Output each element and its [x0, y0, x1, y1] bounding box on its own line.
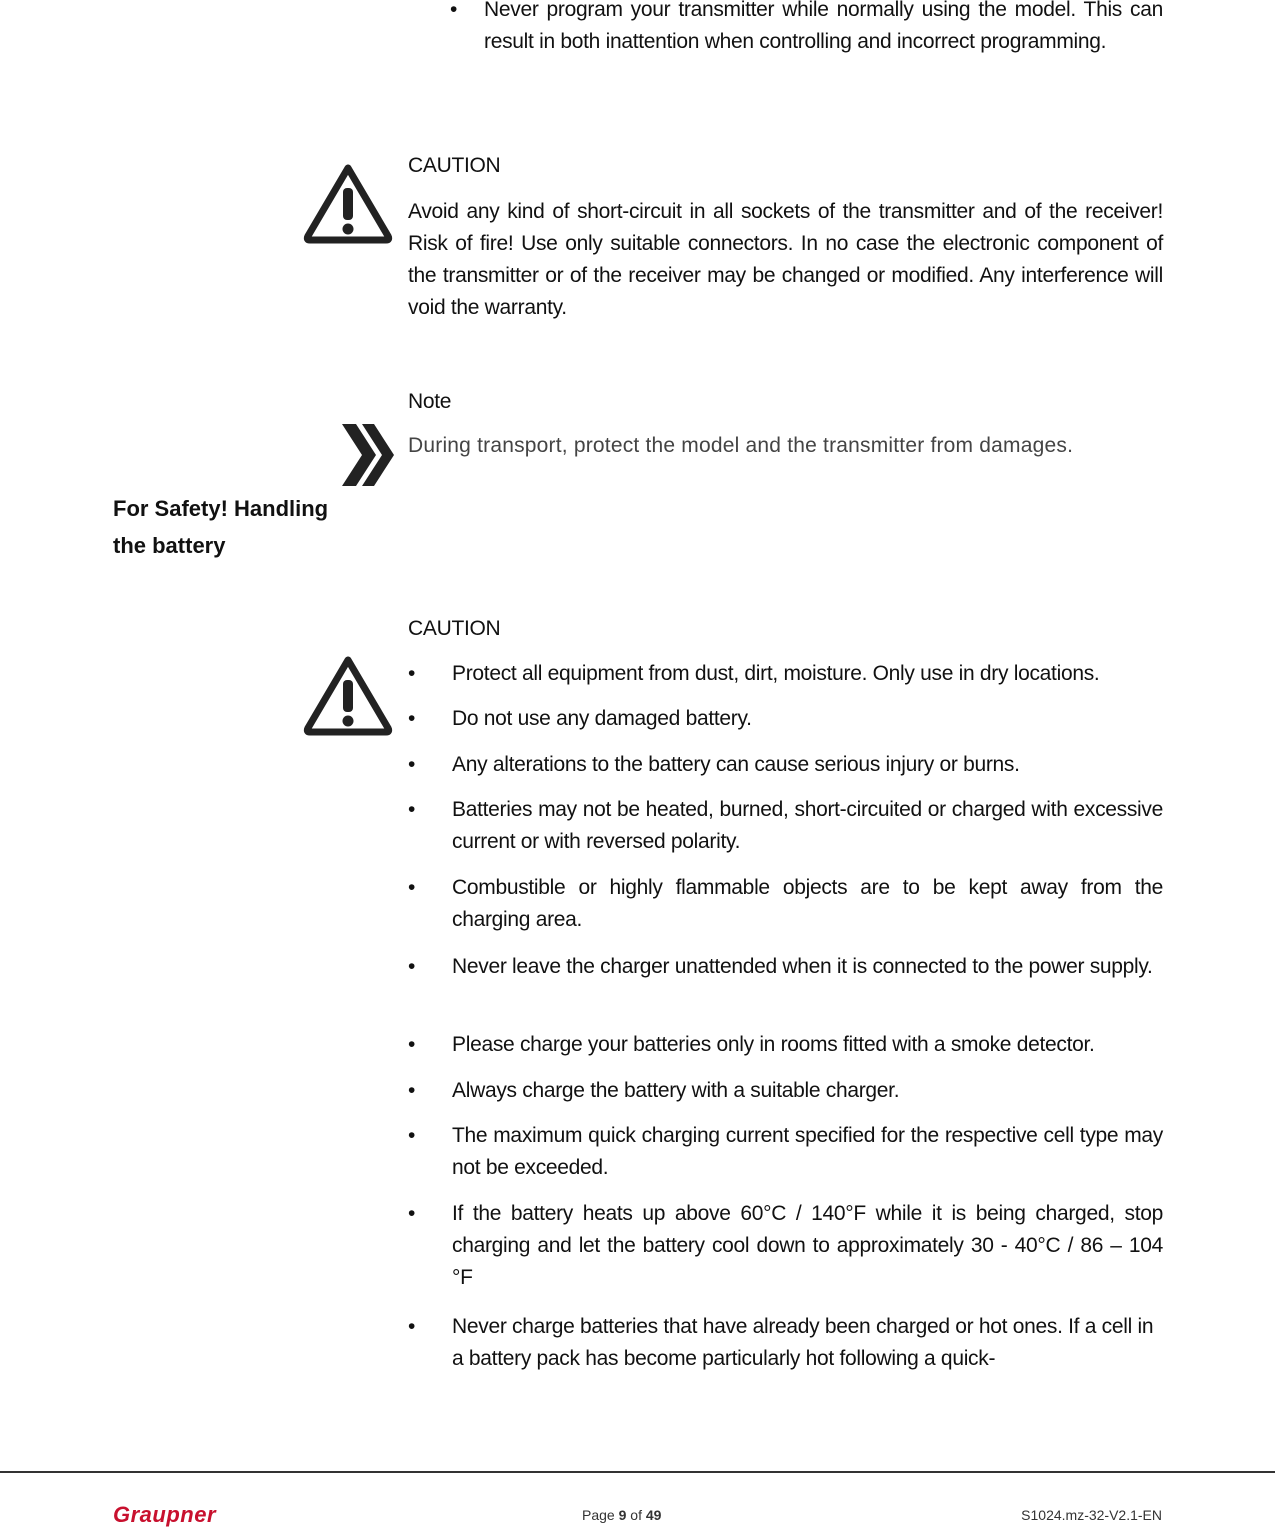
page-indicator: [582, 1507, 661, 1523]
bullet-dot: •: [408, 1033, 416, 1056]
bullet-dot: •: [408, 707, 416, 730]
bullet-text: Do not use any damaged battery.: [452, 707, 752, 730]
bullet-dot: •: [408, 1079, 416, 1102]
caution-text: Avoid any kind of short-circuit in all sockets of the transmitter and of the receiver! Risk of fire! Use only suitable connectors. In no case the electronic component of the transmitter or of the receiver may be changed or modified. Any interference will void the warranty.: [408, 200, 1163, 319]
bullet-text: Never program your transmitter while normally using the model. This can result in both inattention when controlling and incorrect programming.: [484, 0, 1163, 53]
caution-heading: CAUTION: [408, 154, 501, 177]
brand-logo: Graupner: [113, 1502, 217, 1527]
page-total: 49: [645, 1507, 662, 1523]
bullet-dot: •: [408, 1124, 416, 1147]
footer-divider: [0, 1471, 1275, 1473]
bullet-dot: •: [408, 1315, 416, 1338]
page-number: 9: [618, 1507, 627, 1523]
note-text: During transport, protect the model and the transmitter from damages.: [408, 434, 1074, 457]
caution-heading: CAUTION: [408, 617, 501, 640]
bullet-dot: •: [408, 955, 416, 978]
list-item: [408, 1029, 1163, 1061]
list-item: [408, 794, 1163, 858]
bullet-text: Always charge the battery with a suitable charger.: [452, 1079, 900, 1102]
list-item: [408, 1120, 1163, 1184]
page-of-label: of: [630, 1507, 642, 1523]
list-item: [450, 0, 1163, 58]
double-chevron-right-icon: [336, 420, 396, 490]
bullet-dot: •: [408, 798, 416, 821]
bullet-dot: •: [450, 0, 458, 21]
bullet-text: Never leave the charger unattended when it is connected to the power supply.: [452, 955, 1153, 978]
section-title: For Safety! Handling the battery: [113, 496, 329, 558]
bullet-text: Never charge batteries that have already been charged or hot ones. If a cell in a battery pack has become particularly hot following a quick-: [452, 1315, 1154, 1370]
bullet-text: Combustible or highly flammable objects are to be kept away from the charging area.: [452, 876, 1163, 931]
bullet-text: The maximum quick charging current specified for the respective cell type may not be exceeded.: [452, 1124, 1163, 1179]
document-id: S1024.mz-32-V2.1-EN: [1021, 1507, 1162, 1523]
bullet-text: Any alterations to the battery can cause serious injury or burns.: [452, 753, 1020, 776]
list-item: [408, 1311, 1163, 1375]
warning-icon: [300, 652, 396, 738]
page-label: Page: [582, 1507, 615, 1523]
list-item: [408, 872, 1163, 936]
list-item: [408, 951, 1163, 983]
list-item: [408, 1198, 1163, 1294]
warning-icon: [300, 160, 396, 246]
list-item: [408, 703, 1163, 735]
list-item: [408, 658, 1163, 690]
bullet-text: If the battery heats up above 60°C / 140°F while it is being charged, stop charging and let the battery cool down to approximately 30 - 40°C / 86 – 104 °F: [452, 1202, 1163, 1289]
bullet-text: Protect all equipment from dust, dirt, moisture. Only use in dry locations.: [452, 662, 1100, 685]
note-heading: Note: [408, 390, 452, 413]
bullet-dot: •: [408, 753, 416, 776]
bullet-dot: •: [408, 1202, 416, 1225]
bullet-dot: •: [408, 876, 416, 899]
bullet-text: Please charge your batteries only in rooms fitted with a smoke detector.: [452, 1033, 1095, 1056]
bullet-dot: •: [408, 662, 416, 685]
list-item: [408, 1075, 1163, 1107]
list-item: [408, 749, 1163, 781]
bullet-text: Batteries may not be heated, burned, short-circuited or charged with excessive current or with reversed polarity.: [452, 798, 1163, 853]
